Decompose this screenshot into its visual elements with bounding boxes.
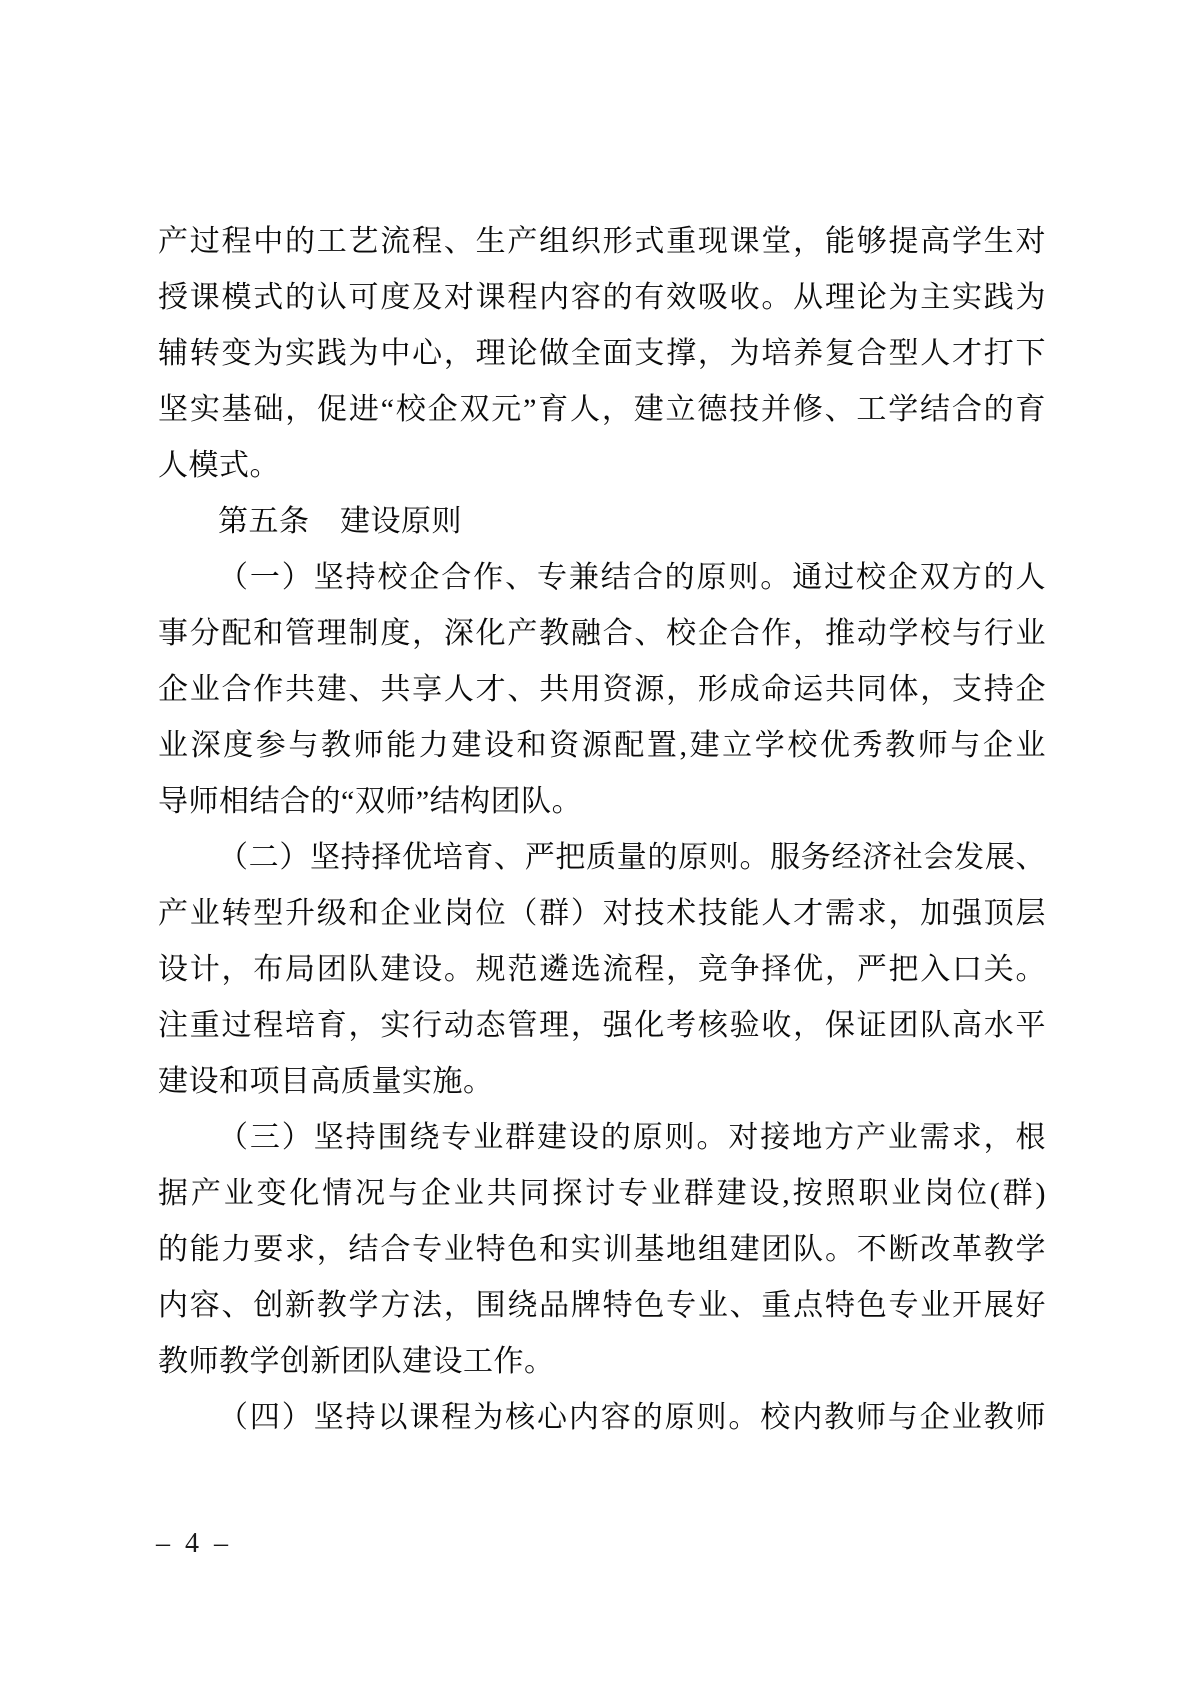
text-line: （一）坚持校企合作、专兼结合的原则。通过校企双方的人 [218,561,1046,594]
text-line: 设计，布局团队建设。规范遴选流程，竞争择优，严把入口关。 [158,953,1046,986]
text-line: （二）坚持择优培育、严把质量的原则。服务经济社会发展、 [218,841,1046,874]
text-line: 人模式。 [158,449,280,482]
text-line: 注重过程培育，实行动态管理，强化考核验收，保证团队高水平 [158,1009,1046,1042]
text-line: 事分配和管理制度，深化产教融合、校企合作，推动学校与行业 [158,617,1046,650]
text-line: 建设和项目高质量实施。 [158,1065,494,1098]
text-line: 第五条 建设原则 [218,505,462,538]
text-line: （四）坚持以课程为核心内容的原则。校内教师与企业教师 [218,1401,1046,1434]
text-line: 业深度参与教师能力建设和资源配置,建立学校优秀教师与企业 [158,729,1046,762]
document-body [158,214,1046,1446]
text-line: 教师教学创新团队建设工作。 [158,1345,555,1378]
text-line: 产业转型升级和企业岗位（群）对技术技能人才需求，加强顶层 [158,897,1046,930]
text-line: 企业合作共建、共享人才、共用资源，形成命运共同体，支持企 [158,673,1046,706]
text-line: 授课模式的认可度及对课程内容的有效吸收。从理论为主实践为 [158,281,1046,314]
text-line: 产过程中的工艺流程、生产组织形式重现课堂，能够提高学生对 [158,225,1046,258]
text-line: （三）坚持围绕专业群建设的原则。对接地方产业需求，根 [218,1121,1046,1154]
text-line: 据产业变化情况与企业共同探讨专业群建设,按照职业岗位(群) [158,1177,1046,1210]
text-line: 的能力要求，结合专业特色和实训基地组建团队。不断改革教学 [158,1233,1046,1266]
text-line: 导师相结合的“双师”结构团队。 [158,785,583,818]
text-line: 坚实基础，促进“校企双元”育人，建立德技并修、工学结合的育 [158,393,1046,426]
page-number: – 4 – [156,1528,232,1559]
text-line: 内容、创新教学方法，围绕品牌特色专业、重点特色专业开展好 [158,1289,1046,1322]
text-line: 辅转变为实践为中心，理论做全面支撑，为培养复合型人才打下 [158,337,1046,370]
